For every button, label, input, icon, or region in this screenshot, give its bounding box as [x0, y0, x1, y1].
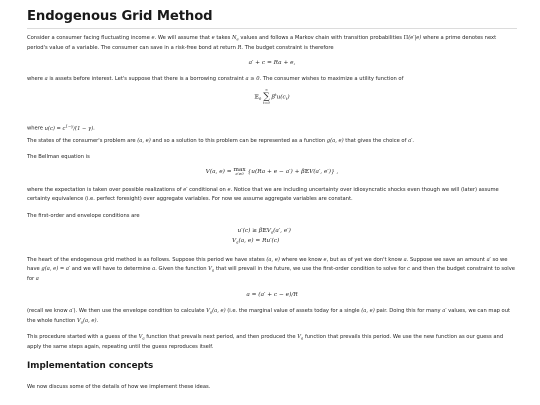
utility-sum-equation: 𝔼$_0$ ∞ ∑ t=0 $\beta^tu(c_t)$ [254, 88, 290, 105]
asset-solution-equation: a = (a′ + c − e)/R [246, 292, 298, 298]
paragraph-implementation-intro: We now discuss some of the details of how we implement these ideas. [27, 384, 211, 390]
paragraph-intro: Consider a consumer facing fluctuating income e. We will assume that e takes $N_e$ values and follows a Markov chain with transition probabilities Π(e′|e) where a prime denotes next period's value of a variable. The consumer can save in a risk-free bond at return R. The budget constraint is therefore [27, 35, 497, 51]
budget-constraint-equation: a′ + c = Ra + e, [248, 60, 296, 66]
paragraph-states: The states of the consumer's problem are (a, e) and so a solution to this problem can be represented as a function g(a, e) that gives the choice of a′. [27, 138, 415, 144]
bellman-equation: V(a, e) = max a′≥0 {u(Ra + e − a′) + β𝔼V(a′, e′)} , [205, 167, 339, 176]
paragraph-procedure: This procedure started with a guess of the $V_a$ function that prevails next period, and then produced the $V_a$ function that prevails this period. We use the new function as our guess and apply the same steps again, repeating until the guess reproduces itself. [27, 334, 504, 350]
title-divider [27, 28, 517, 29]
paragraph-borrowing-constraint: where a is assets before interest. Let's suppose that there is a borrowing constraint a ≥ 0. The consumer wishes to maximize a utility function of [27, 76, 404, 82]
paragraph-bellman-intro: The Bellman equation is [27, 154, 90, 160]
first-order-condition: u′(c) ≥ β𝔼V$_a$(a′, e′) [232, 228, 291, 235]
paragraph-envelope-calc: (recall we know a′). We then use the envelope condition to calculate $V_a(a$, e) (i.e. the marginal value of assets today for a single (a, e) pair. Doing this for many a′ values, we can map out the whole function $V_a(a$, e). [27, 308, 511, 324]
paragraph-utility-function: where $u(c) = c^{1-\gamma}/(1 - \gamma)$. [27, 123, 95, 132]
section-heading-implementation: Implementation concepts [27, 361, 154, 371]
paragraph-expectation: where the expectation is taken over possible realizations of e′ conditional on e. Notice that we are including uncertainty over idiosyncratic shocks even though we will (later) assume certainty equivalence (i.e. perfect foresight) over aggregate variables. For now we assume aggregate variables are constant. [27, 187, 499, 202]
paragraph-egm-heart: The heart of the endogenous grid method is as follows. Suppose this period we have states (a, e) where we know e, but as of yet we don't know a. Suppose we save an amount a′ so we have g(a, e) = a′ and we will have to determine a. Given the function $V_a$ that will prevail in the future, we use the first-order condition to solve for c and then the budget constraint to solve for a [27, 257, 515, 282]
foc-envelope-equations [232, 227, 291, 246]
envelope-condition: $V_a(a$, e) = Ru′(c) [232, 237, 280, 244]
page-title: Endogenous Grid Method [27, 9, 213, 24]
paragraph-foc-intro: The first-order and envelope conditions are [27, 213, 140, 219]
